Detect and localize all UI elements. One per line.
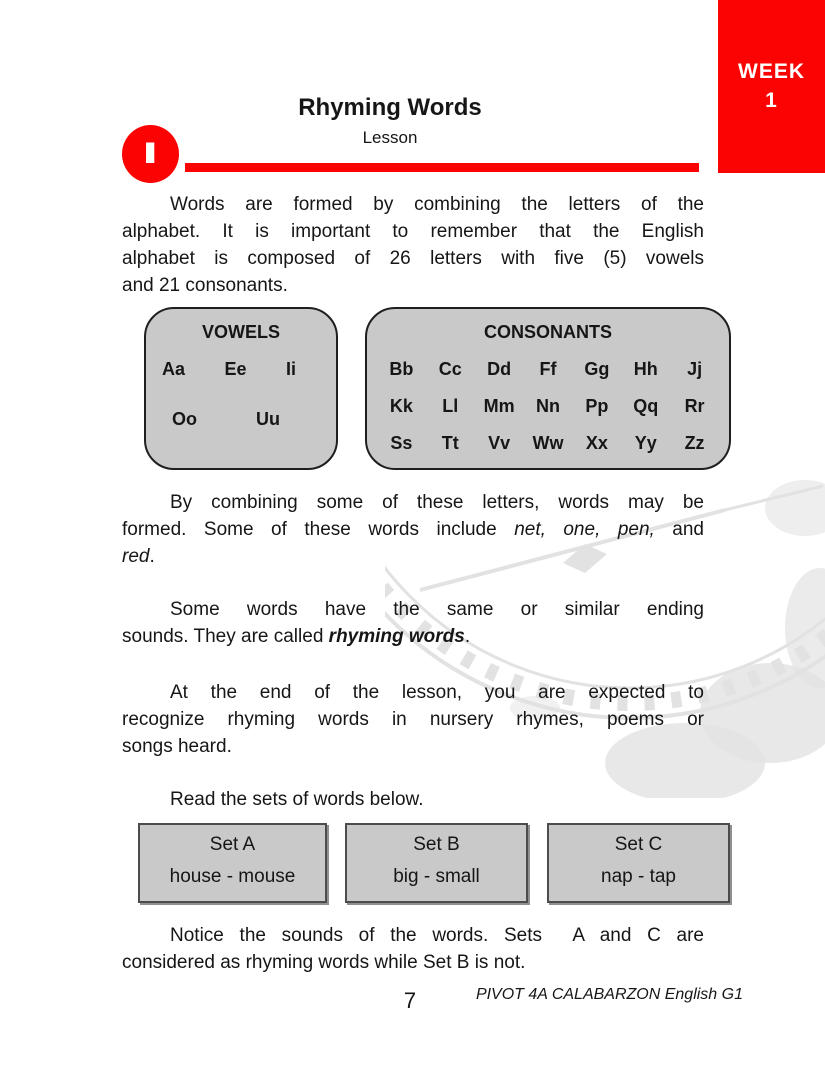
consonant-pair: Ww — [532, 433, 564, 453]
text-line: Notice the sounds of the words. Sets A and C are — [170, 925, 704, 946]
consonant-pair: Ll — [442, 396, 459, 416]
page-title: Rhyming Words — [298, 94, 482, 121]
lesson-roman-numeral: I — [142, 137, 159, 170]
set-b-words: big - small — [393, 866, 480, 887]
consonant-pair: Pp — [585, 396, 609, 416]
text-line: alphabet. It is important to remember that the English — [122, 221, 704, 242]
set-c-box — [547, 823, 730, 903]
text-segment: . — [149, 546, 155, 567]
set-c-words: nap - tap — [601, 866, 676, 887]
text-line: alphabet is composed of 26 letters with five (5) vowels — [122, 248, 704, 269]
page-number: 7 — [403, 988, 417, 1013]
set-b-box — [345, 823, 528, 903]
consonant-pair: Yy — [634, 433, 657, 453]
paragraph-objective — [122, 679, 704, 760]
paragraph-intro — [122, 191, 704, 299]
example-words-italic: net, one, pen, — [514, 519, 655, 540]
consonants-box — [365, 307, 731, 470]
text-line: Read the sets of words below. — [170, 789, 424, 810]
vowels-title: VOWELS — [201, 322, 280, 342]
consonant-pair: Dd — [487, 359, 512, 379]
consonant-pair: Kk — [389, 396, 413, 416]
text-line: recognize rhyming words in nursery rhymes, poems or — [122, 709, 704, 730]
example-word-italic: red — [122, 546, 150, 567]
text-segment: formed. Some of these words include — [122, 519, 515, 540]
text-line: Words are formed by combining the letters of the — [170, 194, 704, 215]
rhyming-words-term: rhyming words — [328, 626, 465, 647]
vowel-pair: Oo — [172, 409, 197, 429]
text-segment: sounds. They are called — [122, 626, 329, 647]
vowel-pair: Ee — [224, 359, 247, 379]
consonant-pair: Cc — [438, 359, 462, 379]
set-b-label: Set B — [413, 834, 460, 855]
consonant-pair: Nn — [535, 396, 560, 416]
text-line: Some words have the same or similar ending — [170, 599, 704, 620]
consonants-grid — [377, 357, 719, 455]
text-line: and 21 consonants. — [122, 275, 288, 296]
vowel-pair: Uu — [256, 409, 280, 429]
consonant-pair: Zz — [684, 433, 705, 453]
set-a-box — [138, 823, 327, 903]
consonant-pair: Rr — [684, 396, 705, 416]
text-line: At the end of the lesson, you are expected to — [170, 682, 704, 703]
text-line: songs heard. — [122, 736, 232, 757]
consonant-pair: Ss — [390, 433, 413, 453]
set-a-label: Set A — [209, 834, 256, 855]
consonant-pair: Gg — [584, 359, 610, 379]
lesson-subtitle: Lesson — [362, 128, 418, 147]
consonant-pair: Hh — [633, 359, 658, 379]
consonant-pair: Jj — [687, 359, 703, 379]
consonants-title: CONSONANTS — [483, 322, 612, 342]
week-number: 1 — [765, 88, 778, 112]
vowels-box — [144, 307, 338, 470]
paragraph-rhyming-definition — [122, 596, 704, 650]
paragraph-conclusion — [122, 922, 704, 976]
vowel-pair: Aa — [162, 359, 186, 379]
text-line — [122, 516, 704, 543]
footer-imprint: PIVOT 4A CALABARZON English G1 — [475, 986, 743, 1003]
text-line: considered as rhyming words while Set B is not. — [122, 952, 526, 973]
week-label: WEEK — [738, 60, 805, 84]
consonant-pair: Vv — [488, 433, 511, 453]
set-c-label: Set C — [614, 834, 663, 855]
vowel-pair: Ii — [285, 359, 296, 379]
consonant-pair: Tt — [441, 433, 459, 453]
paragraph-instruction — [122, 786, 704, 813]
vowels-row-1 — [146, 359, 336, 380]
text-segment: . — [464, 626, 471, 647]
paragraph-combining — [122, 489, 704, 570]
text-line — [122, 623, 704, 650]
consonant-pair: Mm — [483, 396, 515, 416]
consonant-pair: Qq — [633, 396, 659, 416]
consonant-pair: Ff — [539, 359, 557, 379]
consonant-pair: Bb — [389, 359, 414, 379]
text-line — [122, 543, 704, 570]
set-a-words: house - mouse — [169, 866, 296, 887]
red-divider-line — [185, 163, 699, 172]
vowels-row-2 — [146, 409, 336, 430]
text-line: By combining some of these letters, words may be — [170, 492, 704, 513]
consonant-pair: Xx — [585, 433, 608, 453]
text-segment: and — [654, 519, 704, 540]
